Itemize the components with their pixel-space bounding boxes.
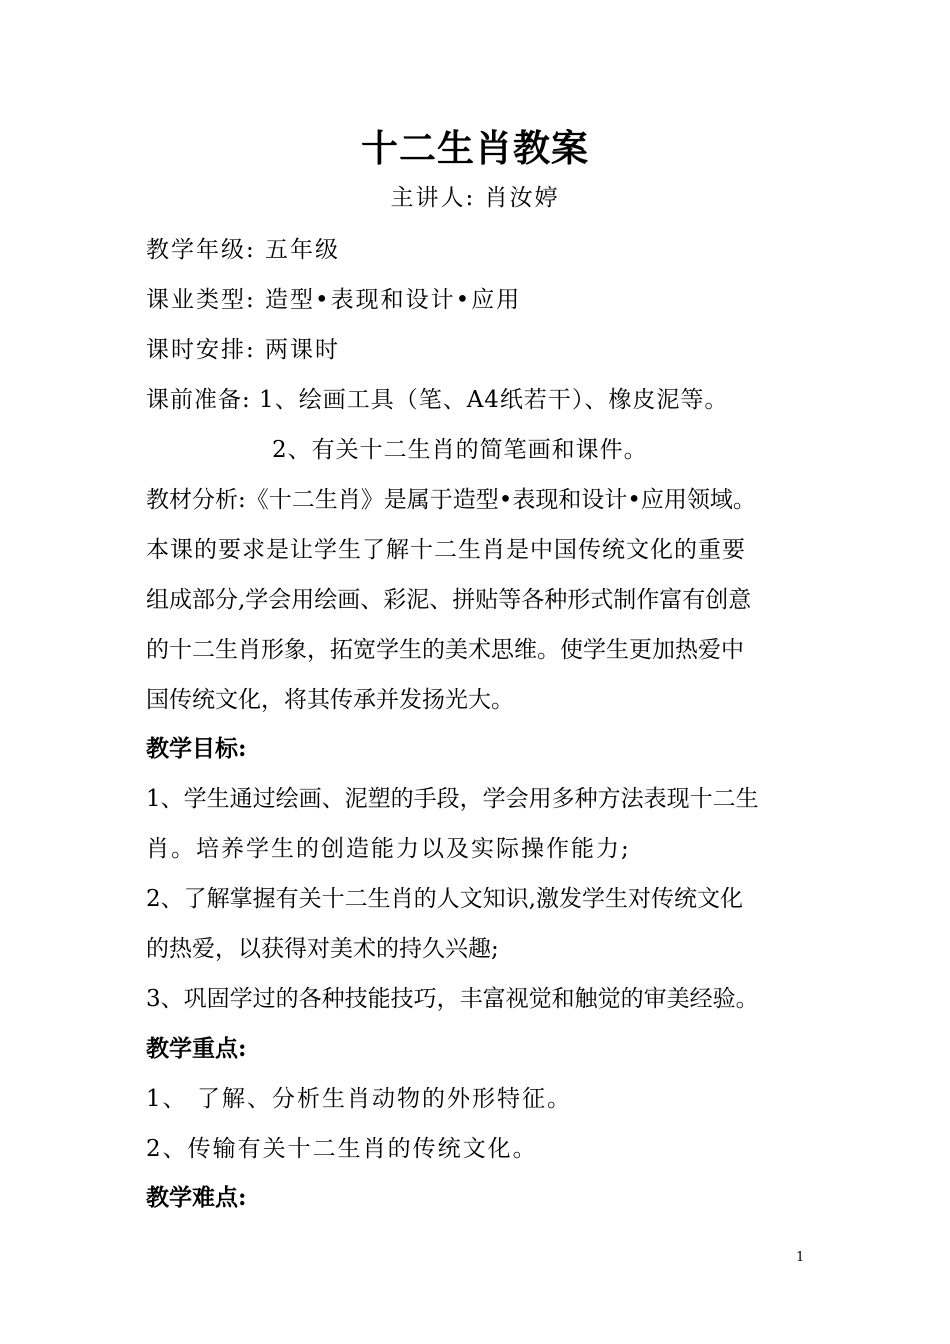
schedule-line: 课时安排: 两课时 bbox=[146, 337, 341, 363]
document-title: 十二生肖教案 bbox=[361, 126, 589, 170]
key-point-line: 2、传输有关十二生肖的传统文化。 bbox=[146, 1136, 538, 1162]
page-number: 1 bbox=[796, 1250, 805, 1265]
key-point-line: 1、 了解、分析生肖动物的外形特征。 bbox=[146, 1086, 572, 1112]
objective-line: 2、了解掌握有关十二生肖的人文知识,激发学生对传统文化 bbox=[146, 886, 743, 912]
analysis-line: 教材分析:《十二生肖》是属于造型•表现和设计•应用领域。 bbox=[146, 487, 756, 513]
objective-line: 3、巩固学过的各种技能技巧，丰富视觉和触觉的审美经验。 bbox=[146, 986, 759, 1012]
analysis-line: 国传统文化，将其传承并发扬光大。 bbox=[146, 687, 514, 713]
key-points-heading: 教学重点: bbox=[146, 1035, 247, 1062]
analysis-line: 的十二生肖形象，拓宽学生的美术思维。使学生更加热爱中 bbox=[146, 637, 744, 663]
presenter-line: 主讲人: 肖汝婷 bbox=[390, 185, 560, 211]
analysis-line: 本课的要求是让学生了解十二生肖是中国传统文化的重要 bbox=[146, 537, 746, 563]
grade-line: 教学年级: 五年级 bbox=[146, 237, 341, 263]
objectives-heading: 教学目标: bbox=[146, 735, 247, 762]
course-type-line: 课业类型: 造型•表现和设计•应用 bbox=[146, 287, 522, 313]
difficulties-heading: 教学难点: bbox=[146, 1184, 247, 1211]
analysis-line: 组成部分,学会用绘画、彩泥、拼贴等各种形式制作富有创意 bbox=[146, 587, 752, 613]
preparation-line-1: 课前准备: 1、绘画工具（笔、A4纸若干）、橡皮泥等。 bbox=[146, 387, 729, 413]
objective-line: 肖。培养学生的创造能力以及实际操作能力; bbox=[146, 836, 631, 862]
preparation-line-2: 2、有关十二生肖的简笔画和课件。 bbox=[272, 437, 648, 463]
objective-line: 1、学生通过绘画、泥塑的手段，学会用多种方法表现十二生 bbox=[146, 786, 759, 812]
objective-line: 的热爱，以获得对美术的持久兴趣; bbox=[146, 936, 499, 962]
